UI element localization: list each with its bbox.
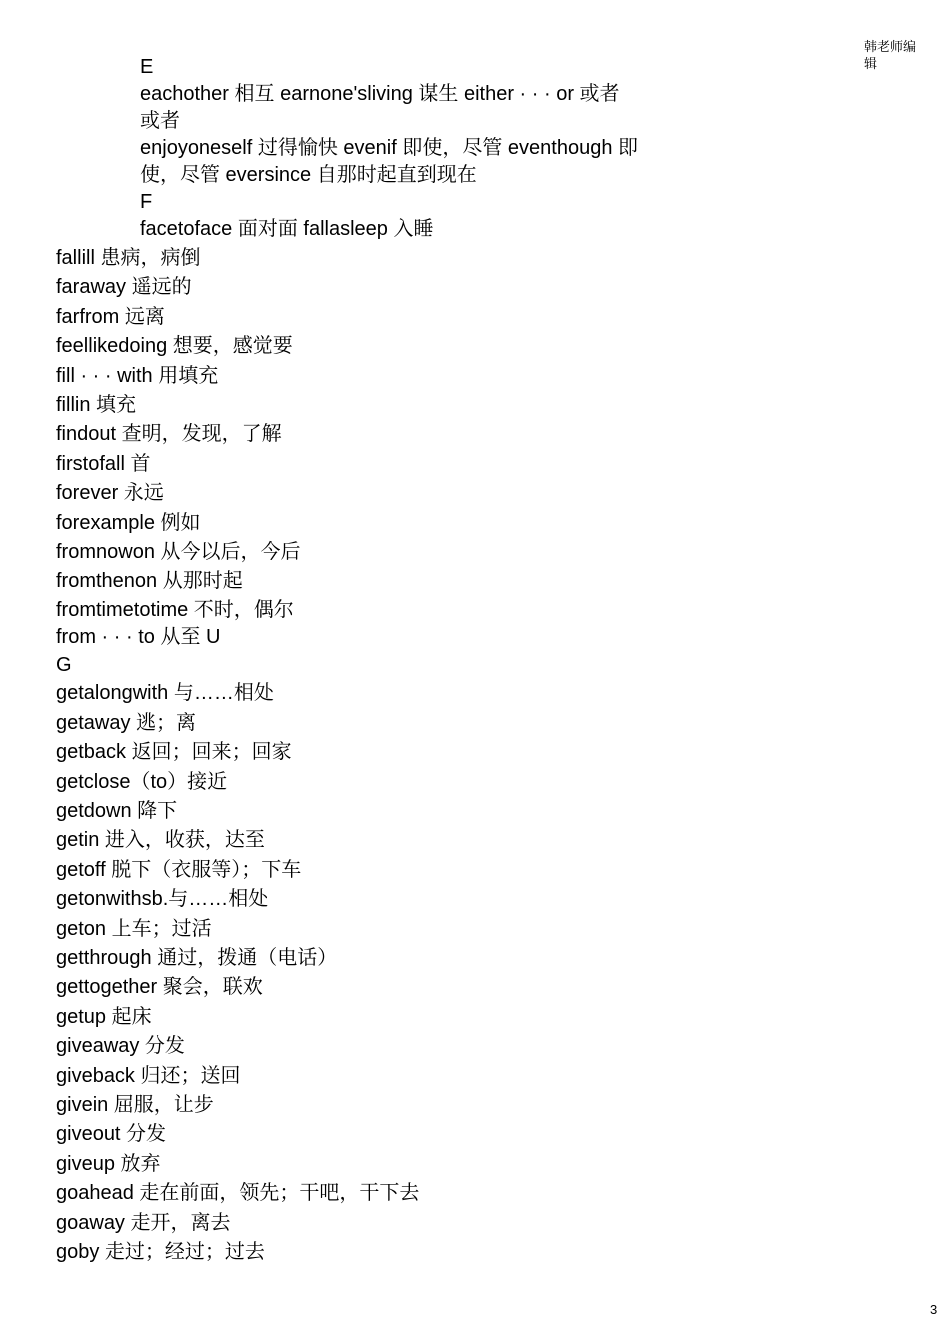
phrase-entry: fillin 填充 bbox=[56, 393, 137, 416]
phrase-entry: getback 返回；回来；回家 bbox=[56, 741, 292, 764]
phrase-entry: fill · · · with 用填充 bbox=[56, 364, 219, 387]
phrase-entry: getoff 脱下（衣服等）；下车 bbox=[56, 858, 302, 881]
phrase-entry: from · · · to 从至 U bbox=[56, 626, 221, 649]
page-number: 3 bbox=[930, 1302, 938, 1317]
phrase-list bbox=[56, 244, 896, 1267]
phrase-entry: goahead 走在前面，领先；干吧，干下去 bbox=[56, 1182, 420, 1205]
phrase-entry: findout 查明，发现，了解 bbox=[56, 423, 282, 446]
phrase-entry: getthrough 通过，拨通（电话） bbox=[56, 946, 338, 969]
indented-line: 或者 bbox=[140, 110, 180, 132]
phrase-entry: forever 永远 bbox=[56, 482, 164, 505]
indented-line: enjoyoneself 过得愉快 evenif 即使，尽管 eventhough 即 bbox=[140, 137, 638, 159]
phrase-entry: goaway 走开，离去 bbox=[56, 1211, 231, 1234]
phrase-entry: giveback 归还；送回 bbox=[56, 1064, 241, 1087]
phrase-entry: getalongwith 与……相处 bbox=[56, 682, 274, 705]
phrase-entry: farfrom 远离 bbox=[56, 305, 165, 328]
phrase-entry: forexample 例如 bbox=[56, 511, 201, 534]
phrase-entry: getin 进入，收获，达至 bbox=[56, 829, 265, 852]
phrase-entry: fromthenon 从那时起 bbox=[56, 570, 243, 593]
phrase-entry: giveout 分发 bbox=[56, 1123, 167, 1146]
header-note: 韩老师编辑 bbox=[864, 39, 917, 71]
phrase-entry: getaway 逃；离 bbox=[56, 711, 197, 734]
phrase-entry: getonwithsb.与……相处 bbox=[56, 888, 269, 911]
phrase-entry: giveaway 分发 bbox=[56, 1035, 185, 1058]
phrase-entry: givein 屈服，让步 bbox=[56, 1093, 214, 1116]
phrase-entry: feellikedoing 想要，感觉要 bbox=[56, 335, 293, 358]
phrase-entry: faraway 遥远的 bbox=[56, 276, 192, 299]
phrase-entry: fromnowon 从今以后，今后 bbox=[56, 540, 301, 563]
phrase-entry: fallill 患病，病倒 bbox=[56, 247, 201, 269]
phrase-entry: gettogether 聚会，联欢 bbox=[56, 976, 263, 999]
indented-line: 使，尽管 eversince 自那时起直到现在 bbox=[140, 164, 477, 186]
indented-line: facetoface 面对面 fallasleep 入睡 bbox=[140, 218, 434, 240]
phrase-entry: getdown 降下 bbox=[56, 800, 178, 823]
phrase-entry: geton 上车；过活 bbox=[56, 917, 212, 940]
phrase-entry: getclose（to）接近 bbox=[56, 770, 228, 793]
phrase-entry: fromtimetotime 不时，偶尔 bbox=[56, 598, 294, 621]
phrase-entry: firstofall 首 bbox=[56, 452, 151, 475]
phrase-entry: goby 走过；经过；过去 bbox=[56, 1240, 265, 1263]
phrase-entry: giveup 放弃 bbox=[56, 1152, 161, 1175]
section-letter-g: G bbox=[56, 653, 72, 676]
section-letter-e: E bbox=[140, 56, 154, 78]
phrase-entry: getup 起床 bbox=[56, 1005, 152, 1028]
indented-block bbox=[140, 54, 700, 243]
section-letter-f: F bbox=[140, 191, 153, 213]
indented-line: eachother 相互 earnone'sliving 谋生 either · · · or 或者 bbox=[140, 83, 620, 105]
